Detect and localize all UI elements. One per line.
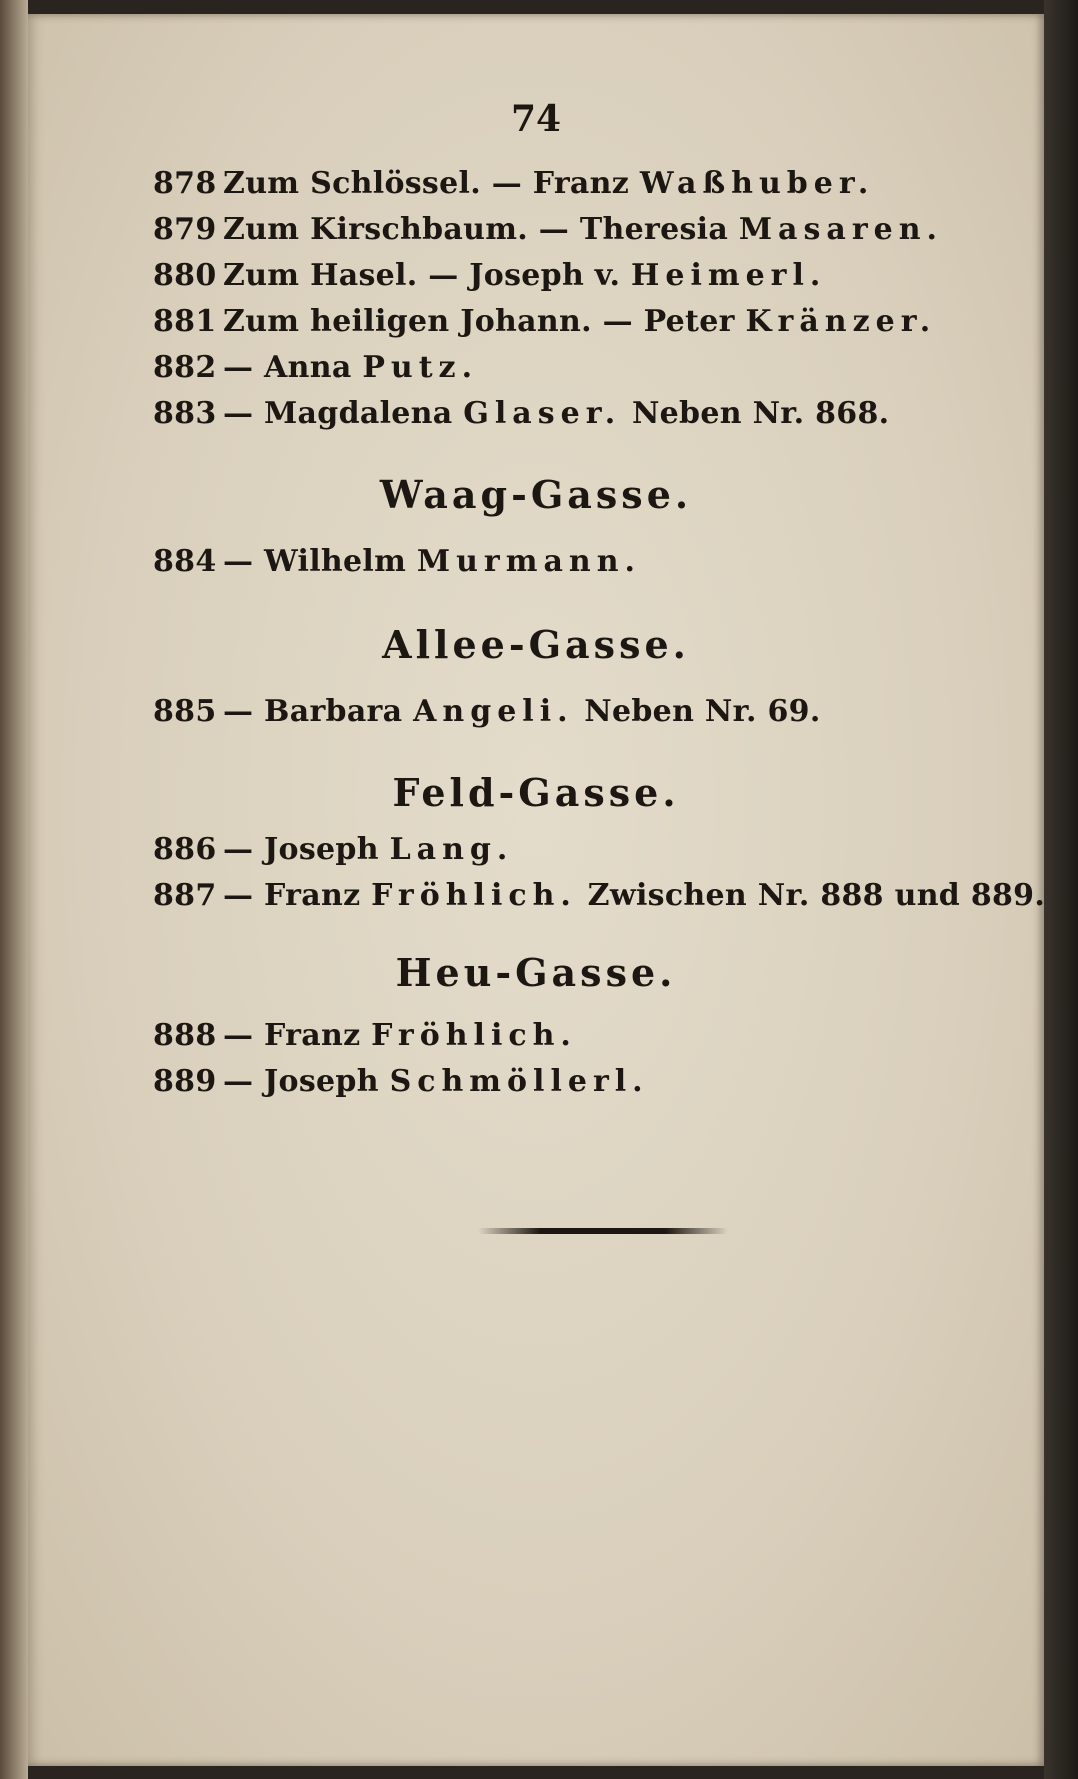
- entry-text: — Wilhelm: [223, 544, 417, 579]
- book-page: [28, 14, 1044, 1766]
- entry-surname: Glaser.: [463, 396, 622, 431]
- entry-surname: Lang.: [389, 832, 514, 867]
- entry-text: — Franz: [223, 878, 372, 913]
- entry-text: Zum heiligen Johann. — Peter: [223, 304, 746, 339]
- entry-surname: Schmöllerl.: [389, 1064, 649, 1099]
- entry-text: — Franz: [223, 1018, 372, 1053]
- entry-line: [153, 350, 478, 385]
- page-number: 74: [510, 98, 562, 140]
- entry-line: [153, 1064, 649, 1099]
- book-spine: [0, 0, 28, 1779]
- entry-line: [153, 304, 936, 339]
- entry-line: [153, 544, 641, 579]
- entry-line: [153, 878, 1045, 913]
- house-number: 881: [153, 304, 217, 339]
- house-number: 889: [153, 1064, 217, 1099]
- street-heading: Waag-Gasse.: [379, 472, 693, 517]
- house-number: 886: [153, 832, 217, 867]
- house-number: 888: [153, 1018, 217, 1053]
- house-number: 884: [153, 544, 217, 579]
- entry-note: Neben Nr. 69.: [573, 694, 821, 729]
- house-number: 883: [153, 396, 217, 431]
- entry-text: — Magdalena: [223, 396, 464, 431]
- entry-surname: Murmann.: [416, 544, 641, 579]
- street-heading: Allee-Gasse.: [382, 622, 690, 667]
- entry-text: Zum Hasel. — Joseph v.: [223, 258, 632, 293]
- house-number: 887: [153, 878, 217, 913]
- entry-surname: Angeli.: [413, 694, 574, 729]
- entry-text: — Barbara: [223, 694, 414, 729]
- street-heading: Feld-Gasse.: [392, 770, 680, 815]
- entry-text: — Joseph: [223, 1064, 390, 1099]
- house-number: 878: [153, 166, 217, 201]
- closing-rule: [478, 1228, 728, 1234]
- entry-surname: Heimerl.: [631, 258, 827, 293]
- entry-text: — Joseph: [223, 832, 390, 867]
- entry-surname: Fröhlich.: [371, 1018, 577, 1053]
- entry-line: [153, 832, 513, 867]
- entry-line: [153, 1018, 577, 1053]
- entry-line: [153, 694, 821, 729]
- entry-surname: Waßhuber.: [639, 166, 875, 201]
- entry-line: [153, 396, 889, 431]
- page-edge: [1044, 0, 1078, 1779]
- house-number: 880: [153, 258, 217, 293]
- entry-line: [153, 258, 826, 293]
- entry-line: [153, 212, 943, 247]
- entry-surname: Masaren.: [738, 212, 943, 247]
- entry-note: Zwischen Nr. 888 und 889.: [576, 878, 1046, 913]
- house-number: 879: [153, 212, 217, 247]
- entry-text: Zum Schlössel. — Franz: [223, 166, 640, 201]
- house-number: 882: [153, 350, 217, 385]
- entry-line: [153, 166, 874, 201]
- entry-surname: Fröhlich.: [371, 878, 577, 913]
- house-number: 885: [153, 694, 217, 729]
- street-heading: Heu-Gasse.: [395, 950, 677, 995]
- entry-note: Neben Nr. 868.: [621, 396, 890, 431]
- entry-surname: Kränzer.: [745, 304, 937, 339]
- entry-surname: Putz.: [362, 350, 479, 385]
- entry-text: Zum Kirschbaum. — Theresia: [223, 212, 739, 247]
- entry-text: — Anna: [223, 350, 363, 385]
